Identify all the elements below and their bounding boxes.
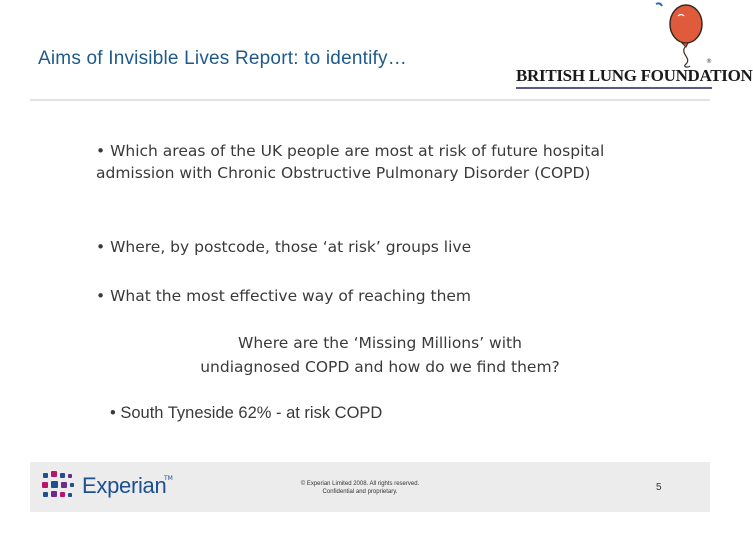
experian-dots-icon bbox=[42, 471, 78, 503]
bullet-reaching-them: • What the most effective way of reaching them bbox=[96, 287, 472, 305]
missing-millions-question bbox=[130, 331, 630, 379]
header-divider bbox=[30, 99, 710, 101]
experian-wordmark: Experian bbox=[82, 473, 167, 498]
bullet-south-tyneside: • South Tyneside 62% - at risk COPD bbox=[110, 404, 383, 422]
bullet-postcode: • Where, by postcode, those ‘at risk’ groups live bbox=[96, 238, 472, 256]
british-lung-foundation-logo bbox=[512, 2, 753, 94]
page-number: 5 bbox=[656, 482, 662, 493]
question-line-1: Where are the ‘Missing Millions’ with bbox=[238, 334, 522, 352]
logo-underline bbox=[516, 87, 712, 89]
footer-bar bbox=[30, 462, 710, 512]
blf-wordmark: BRITISH LUNG FOUNDATION bbox=[516, 66, 753, 85]
copyright-line-2: Confidential and proprietary. bbox=[322, 489, 398, 495]
balloon-icon bbox=[652, 2, 712, 68]
slide-title: Aims of Invisible Lives Report: to identify… bbox=[38, 48, 407, 69]
copyright-notice bbox=[270, 480, 450, 496]
registered-mark: ® bbox=[706, 58, 712, 65]
experian-logo bbox=[42, 471, 182, 503]
experian-tm: TM bbox=[164, 475, 173, 482]
question-line-2: undiagnosed COPD and how do we find them? bbox=[200, 358, 560, 376]
copyright-line-1: © Experian Limited 2008. All rights reserved. bbox=[300, 481, 420, 487]
bullet-areas-at-risk: • Which areas of the UK people are most at risk of future hospital admission with Chronic Obstructive Pulmonary Disorder (COPD) bbox=[96, 142, 605, 182]
